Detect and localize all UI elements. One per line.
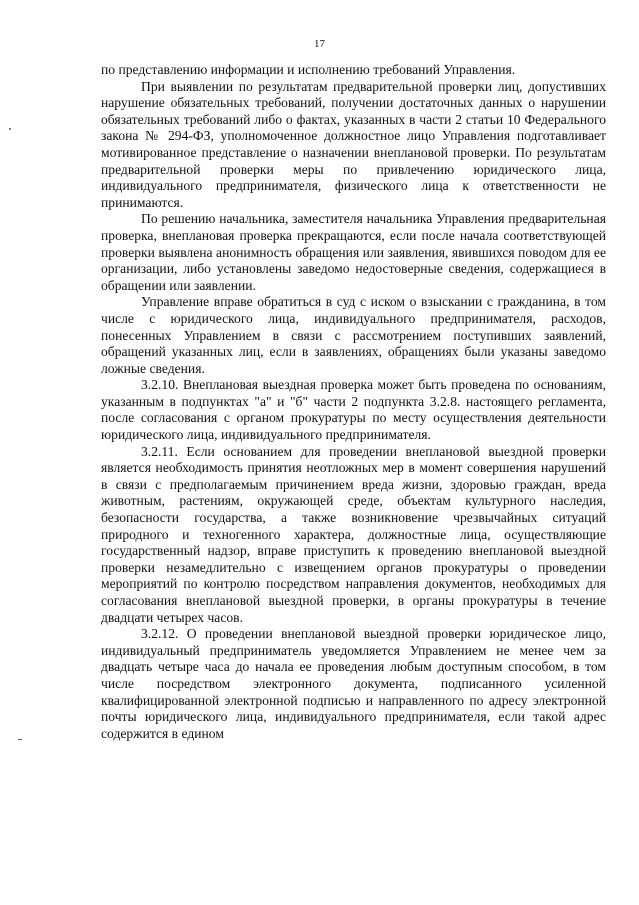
paragraph-termination: По решению начальника, заместителя начальника Управления предварительная проверка, внеплановая проверка прекращаются, если после начала соответствующей проверки выявлена анонимность обращения или заявления, явившихся поводом для ее организации, либо установлены заведомо недостоверные сведения, содержащиеся в обращении или заявлении. <box>101 211 606 293</box>
paragraph-continuation: по представлению информации и исполнению требований Управления. <box>101 62 516 77</box>
paragraph-3-2-10: 3.2.10. Внеплановая выездная проверка может быть проведена по основаниям, указанным в подпунктах "а" и "б" части 2 подпункта 3.2.8. настоящего регламента, после согласования с органом прокуратуры по месту осуществления деятельности юридического лица, индивидуального предпринимателя. <box>101 377 606 443</box>
paragraph-3-2-12: 3.2.12. О проведении внеплановой выездной проверки юридическое лицо, индивидуальный предприниматель уведомляется Управлением не менее чем за двадцать четыре часа до начала ее проведения любым доступным способом, в том числе посредством электронного документа, подписанного усиленной квалифицированной электронной подписью и направленного по адресу электронной почты юридического лица, индивидуального предпринимателя, если такой адрес содержится в едином <box>101 626 606 741</box>
scan-speck <box>18 739 22 740</box>
document-body <box>101 62 606 742</box>
paragraph-court-claim: Управление вправе обратиться в суд с иском о взыскании с гражданина, в том числе с юридического лица, индивидуального предпринимателя, расходов, понесенных Управлением в связи с рассмотрением поступивших заявлений, обращений указанных лиц, если в заявлениях, обращениях были указаны заведомо ложные сведения. <box>101 294 606 376</box>
page-number: 17 <box>314 38 325 50</box>
scan-speck <box>9 128 11 130</box>
paragraph-3-2-11: 3.2.11. Если основанием для проведении внеплановой выездной проверки является необходимость принятия неотложных мер в момент совершения нарушений в связи с предполагаемым причинением вреда жизни, здоровью граждан, вреда животным, растениям, окружающей среде, объектам культурного наследия, безопасности государства, а также возникновение чрезвычайных ситуаций природного и техногенного характера, должностные лица, осуществляющие государственный надзор, вправе приступить к проведению внеплановой выездной проверки незамедлительно с извещением органов прокуратуры о проведении мероприятий по контролю посредством направления документов, необходимых для согласования внеплановой выездной проверки, в органы прокуратуры в течение двадцати четырех часов. <box>101 443 606 625</box>
paragraph-preliminary-check: При выявлении по результатам предварительной проверки лиц, допустивших нарушение обязательных требований, получении достаточных данных о нарушении обязательных требований либо о фактах, указанных в части 2 статьи 10 Федерального закона № 294-ФЗ, уполномоченное должностное лицо Управления подготавливает мотивированное представление о назначении внеплановой проверки. По результатам предварительной проверки меры по привлечению юридического лица, индивидуального предпринимателя, физического лица к ответственности не принимаются. <box>101 78 606 210</box>
